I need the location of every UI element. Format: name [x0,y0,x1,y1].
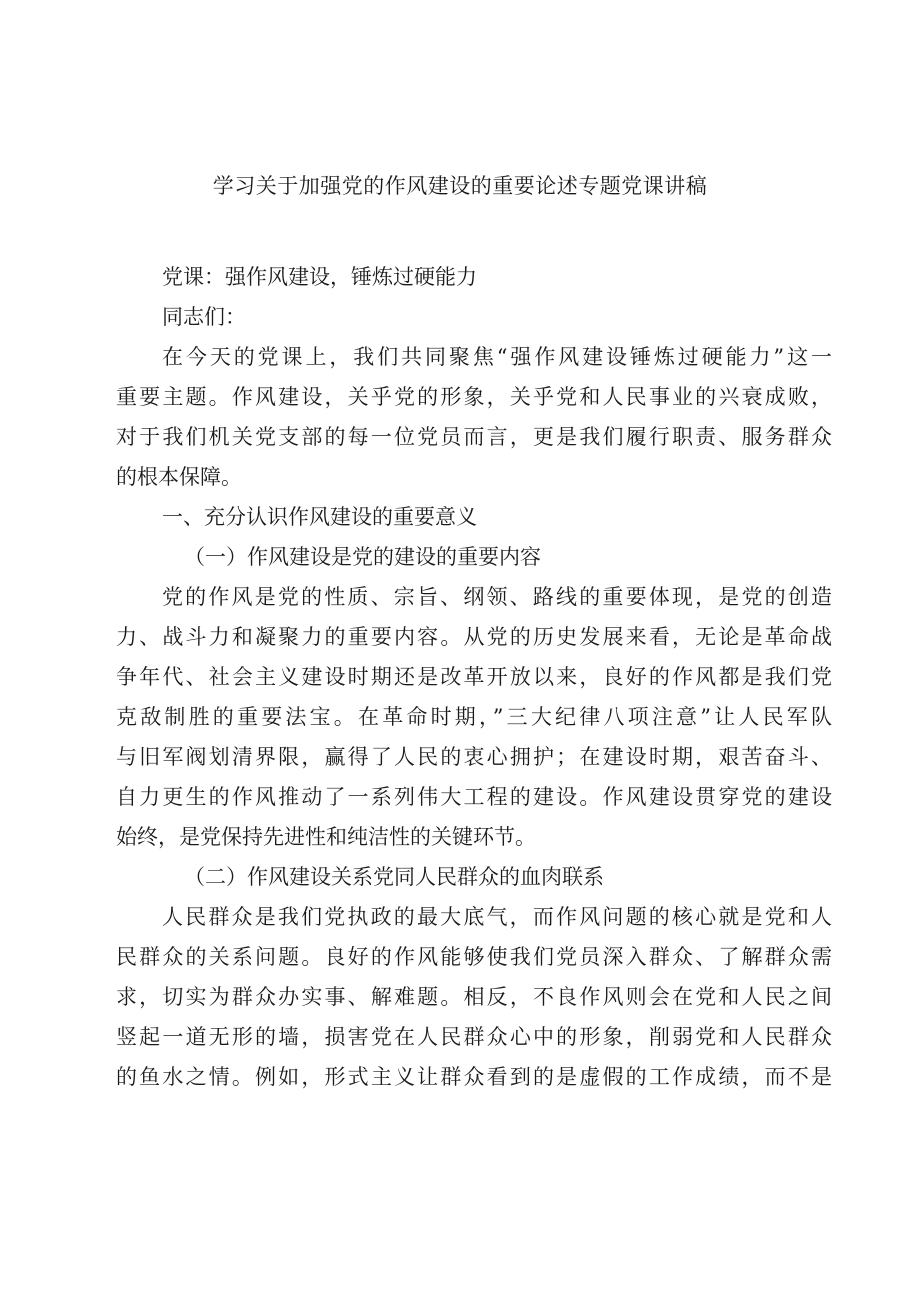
paragraph-line: 争年代、社会主义建设时期还是改革开放以来，良好的作风都是我们党 [116,665,832,689]
paragraph-line: 力、战斗力和凝聚力的重要内容。从党的历史发展来看，无论是革命战 [116,625,832,649]
intro-line: 对于我们机关党支部的每一位党员而言，更是我们履行职责、服务群众 [116,425,832,449]
lecture-subtitle: 党课：强作风建设，锤炼过硬能力 [162,265,477,289]
paragraph-line: 民群众的关系问题。良好的作风能够使我们党员深入群众、了解群众需 [116,945,832,969]
subsection-heading: （一）作风建设是党的建设的重要内容 [184,545,541,569]
paragraph-line: 党的作风是党的性质、宗旨、纲领、路线的重要体现，是党的创造 [162,585,832,609]
section-heading: 一、充分认识作风建设的重要意义 [162,505,477,529]
paragraph-line: 求，切实为群众办实事、解难题。相反，不良作风则会在党和人民之间 [116,985,832,1009]
paragraph-line: 与旧军阀划清界限，赢得了人民的衷心拥护；在建设时期，艰苦奋斗、 [116,745,832,769]
paragraph-line: 克敌制胜的重要法宝。在革命时期，”三大纪律八项注意”让人民军队 [116,705,832,729]
intro-line: 重要主题。作风建设，关乎党的形象，关乎党和人民事业的兴衰成败， [116,385,832,409]
subsection-heading: （二）作风建设关系党同人民群众的血肉联系 [184,865,604,889]
paragraph-line: 自力更生的作风推动了一系列伟大工程的建设。作风建设贯穿党的建设 [116,785,832,809]
document-title: 学习关于加强党的作风建设的重要论述专题党课讲稿 [212,174,708,198]
paragraph-line: 始终，是党保持先进性和纯洁性的关键环节。 [116,825,536,849]
paragraph-line: 人民群众是我们党执政的最大底气，而作风问题的核心就是党和人 [162,905,832,929]
paragraph-line: 的鱼水之情。例如，形式主义让群众看到的是虚假的工作成绩，而不是 [116,1065,832,1089]
paragraph-line: 竖起一道无形的墙，损害党在人民群众心中的形象，削弱党和人民群众 [116,1025,832,1049]
salutation: 同志们： [162,305,246,329]
document-body [116,257,832,1097]
intro-line: 的根本保障。 [116,465,242,489]
intro-line: 在今天的党课上，我们共同聚焦“强作风建设锤炼过硬能力”这一 [162,345,832,369]
